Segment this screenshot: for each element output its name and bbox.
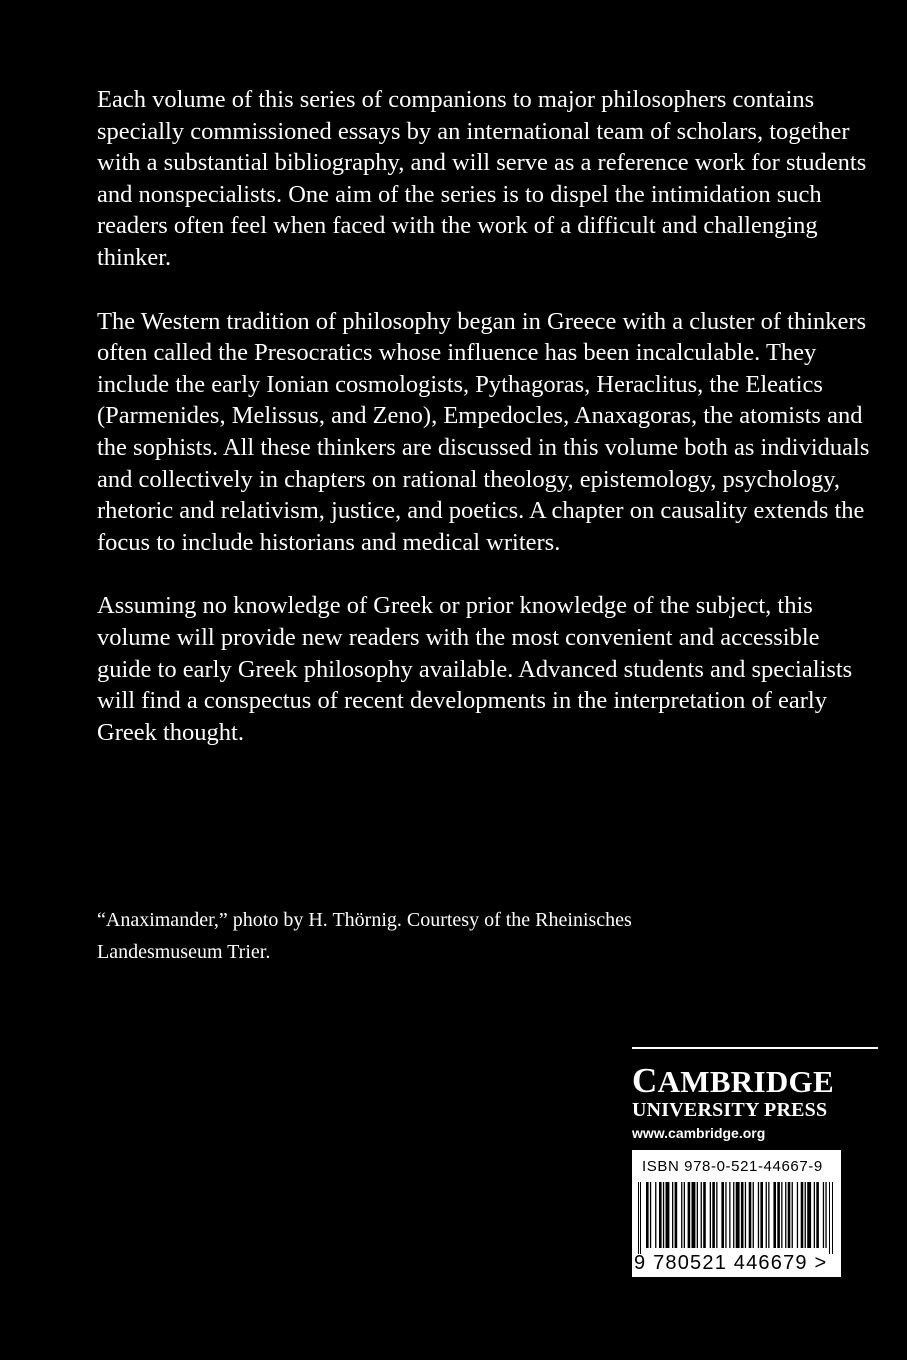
barcode-bar: [675, 1182, 678, 1248]
barcode-bar: [712, 1182, 715, 1248]
barcode-bar: [684, 1182, 685, 1248]
photo-credit-line-2: Landesmuseum Trier.: [97, 941, 271, 963]
barcode-bar: [773, 1182, 776, 1248]
barcode: [632, 1150, 841, 1277]
barcode-bar: [801, 1182, 804, 1248]
barcode-bar: [697, 1182, 698, 1248]
barcode-guard: [832, 1182, 833, 1254]
barcode-bar: [788, 1182, 791, 1248]
barcode-bar: [781, 1182, 782, 1248]
barcode-bar: [663, 1182, 664, 1248]
barcode-bar: [659, 1182, 662, 1248]
barcode-bar: [766, 1182, 767, 1248]
barcode-bar: [701, 1182, 702, 1248]
publisher-logo: [632, 1063, 878, 1140]
barcode-guard: [640, 1182, 641, 1254]
photo-credit: [97, 904, 857, 968]
publisher-name-initial: C: [632, 1061, 658, 1100]
barcode-bar: [777, 1182, 780, 1248]
barcode-bar: [736, 1182, 740, 1248]
barcode-bar: [814, 1182, 815, 1248]
barcode-bar: [816, 1182, 819, 1248]
barcode-digits: 9 780521 446679 >: [634, 1252, 828, 1274]
isbn-label: ISBN 978-0-521-44667-9: [642, 1158, 823, 1175]
description-paragraph-3: Assuming no knowledge of Greek or prior knowledge of the subject, this volume will provide new readers with the most convenient and accessible guide to early Greek philosophy available. Advanced students and specialists will find a conspectus of recent developments in the interpretation of early Greek thought.: [97, 592, 853, 746]
barcode-bar: [745, 1182, 746, 1248]
barcode-bar: [716, 1182, 717, 1248]
barcode-bar: [692, 1182, 696, 1248]
barcode-bar: [672, 1182, 673, 1248]
publisher-rule: [632, 1047, 878, 1049]
publisher-subtitle: UNIVERSITY PRESS: [632, 1099, 828, 1121]
description-paragraph-1: Each volume of this series of companions to major philosophers contains specially commissioned essays by an international team of scholars, together with a substantial bibliography, and will serve as a reference work for students and nonspecialists. One aim of the series is to dispel the intimidation such readers often feel when faced with the work of a difficult and challenging thinker.: [97, 86, 867, 271]
barcode-bar: [758, 1182, 759, 1248]
barcode-bar: [710, 1182, 711, 1248]
barcode-bar: [797, 1182, 798, 1248]
photo-credit-line-1: “Anaximander,” photo by H. Thörnig. Courtesy of the Rheinisches: [97, 909, 632, 931]
barcode-bar: [681, 1182, 682, 1248]
barcode-bar: [805, 1182, 806, 1248]
barcode-bar: [741, 1182, 744, 1248]
barcode-bar: [703, 1182, 706, 1248]
barcode-guard: [829, 1182, 830, 1254]
barcode-bar: [753, 1182, 754, 1248]
barcode-bar: [733, 1182, 734, 1248]
barcode-bar: [749, 1182, 752, 1248]
barcode-bar: [760, 1182, 763, 1248]
barcode-bar: [721, 1182, 724, 1248]
barcode-bar: [688, 1182, 691, 1248]
barcode-bar: [646, 1182, 649, 1248]
barcode-bar: [785, 1182, 786, 1248]
publisher-name-rest: AMBRIDGE: [657, 1064, 834, 1099]
publisher-url: www.cambridge.org: [632, 1125, 766, 1141]
barcode-bar: [729, 1182, 730, 1248]
barcode-bar: [725, 1182, 726, 1248]
barcode-bars: [638, 1182, 835, 1254]
barcode-bar: [807, 1182, 811, 1248]
barcode-bar: [655, 1182, 656, 1248]
publisher-name: [632, 1063, 878, 1098]
barcode-bar: [825, 1182, 826, 1248]
barcode-bar: [792, 1182, 793, 1248]
barcode-bar: [768, 1182, 769, 1248]
barcode-bar: [650, 1182, 651, 1248]
publisher-block: [632, 1047, 878, 1277]
description: [97, 84, 877, 780]
barcode-bar: [666, 1182, 670, 1248]
barcode-guard: [638, 1182, 639, 1254]
description-paragraph-2: The Western tradition of philosophy began in Greece with a cluster of thinkers often called the Presocratics whose influence has been incalculable. They include the early Ionian cosmologists, Pythagoras, Heraclitus, the Eleatics (Parmenides, Melissus, and Zeno), Empedocles, Anaxagoras, the atomists and the sophists. All these thinkers are discussed in this volume both as individuals and collectively in chapters on rational theology, epistemology, psychology, rhetoric and relativism, justice, and poetics. A chapter on causality extends the focus to include historians and medical writers.: [97, 307, 870, 556]
barcode-bar: [823, 1182, 824, 1248]
